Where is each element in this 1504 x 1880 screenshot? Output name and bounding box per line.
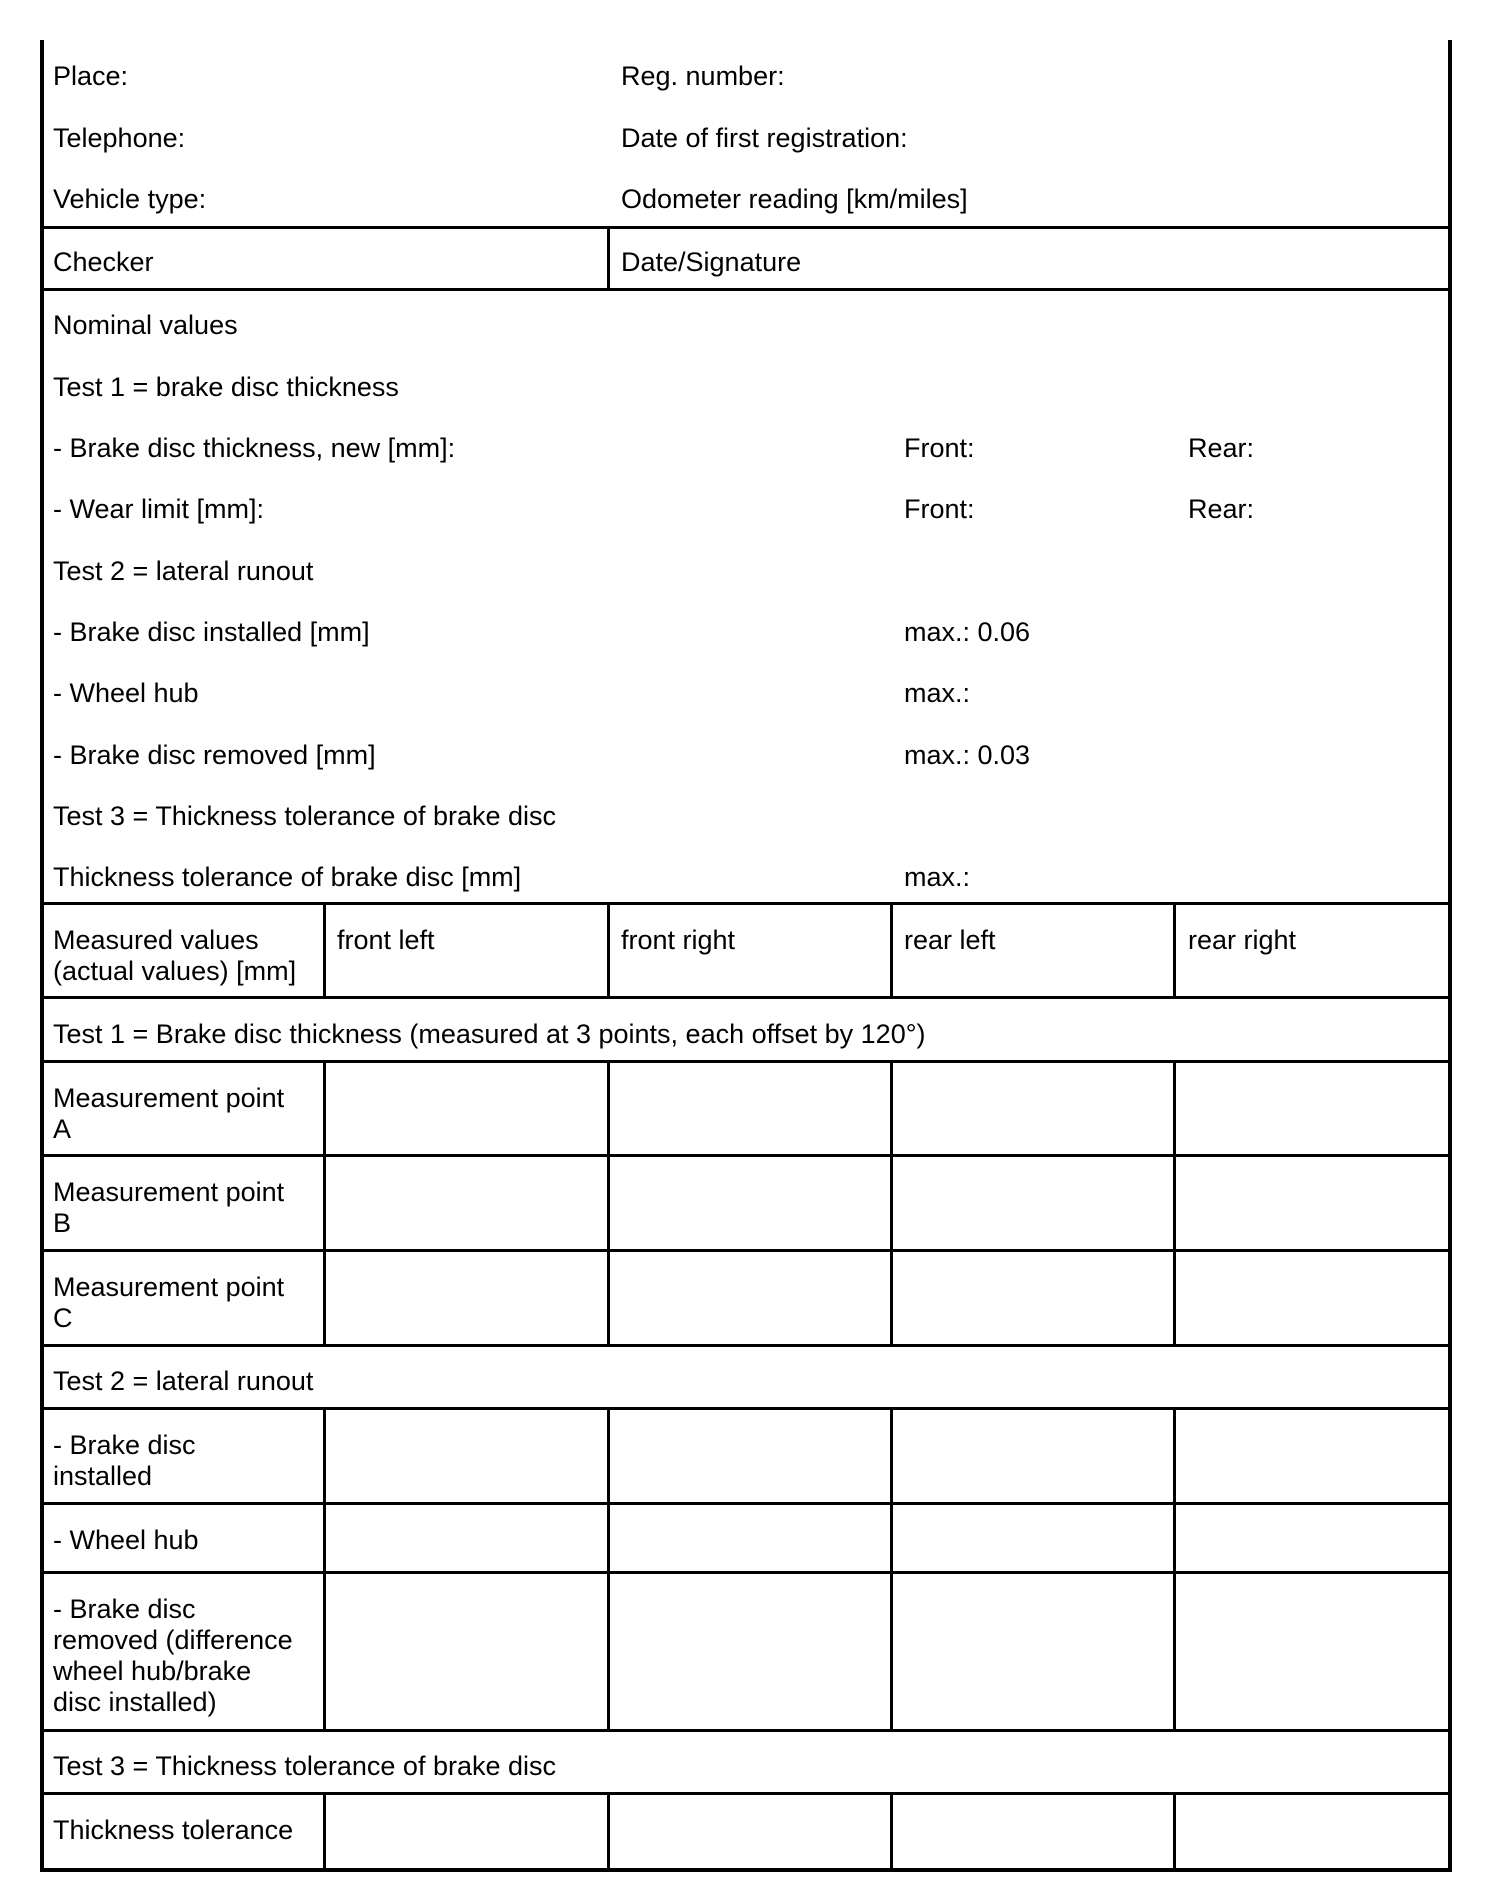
point-a-line2: A <box>53 1114 72 1144</box>
tolerance-label: Thickness tolerance of brake disc [mm] <box>53 862 522 892</box>
disc-installed-label: - Brake disc installed [mm] <box>53 617 370 647</box>
point-b-line2: B <box>53 1208 72 1238</box>
nominal-test3-heading: Test 3 = Thickness tolerance of brake disc <box>53 801 557 831</box>
rule-vehicle-info <box>40 226 1452 229</box>
measured-disc-installed-line1: - Brake disc <box>53 1430 196 1460</box>
disc-installed-max: max.: 0.06 <box>904 617 1031 647</box>
grid-col-2 <box>607 1792 610 1868</box>
rule-test3 <box>40 1792 1452 1795</box>
grid-col-1 <box>323 1060 326 1344</box>
measured-disc-removed-line2: removed (difference <box>53 1625 293 1655</box>
point-c-line2: C <box>53 1303 73 1333</box>
measured-disc-removed-line1: - Brake disc <box>53 1594 196 1624</box>
telephone-label: Telephone: <box>53 123 186 153</box>
column-rear-right: rear right <box>1188 925 1297 955</box>
rule-checker <box>40 288 1452 291</box>
grid-col-3 <box>890 1407 893 1729</box>
vehicle-type-label: Vehicle type: <box>53 184 207 214</box>
measured-test3-heading: Test 3 = Thickness tolerance of brake disc <box>53 1751 557 1781</box>
checker-label: Checker <box>53 247 154 277</box>
grid-col-1 <box>323 1792 326 1868</box>
grid-col-4 <box>1173 1792 1176 1868</box>
disc-removed-label: - Brake disc removed [mm] <box>53 740 376 770</box>
grid-col-4 <box>1173 1407 1176 1729</box>
nominal-test2-heading: Test 2 = lateral runout <box>53 556 314 586</box>
grid-col-3 <box>890 1060 893 1344</box>
rule-nominal <box>40 902 1452 905</box>
rule-disc-removed <box>40 1729 1452 1732</box>
measured-header-line2: (actual values) [mm] <box>53 956 297 986</box>
disc-removed-max: max.: 0.03 <box>904 740 1031 770</box>
wear-limit-front-label: Front: <box>904 494 975 524</box>
thickness-new-rear-label: Rear: <box>1188 433 1255 463</box>
point-c-line1: Measurement point <box>53 1272 285 1302</box>
thickness-new-front-label: Front: <box>904 433 975 463</box>
rule-point-b <box>40 1249 1452 1252</box>
rule-checker-split <box>607 226 610 288</box>
rule-test2 <box>40 1407 1452 1410</box>
place-label: Place: <box>53 61 129 91</box>
first-registration-label: Date of first registration: <box>621 123 908 153</box>
grid-col-1 <box>323 902 326 996</box>
rule-wheel-hub <box>40 1571 1452 1574</box>
wheel-hub-label: - Wheel hub <box>53 678 199 708</box>
rule-point-a <box>40 1154 1452 1157</box>
column-rear-left: rear left <box>904 925 996 955</box>
measured-disc-removed-line4: disc installed) <box>53 1687 217 1717</box>
measured-thickness-tolerance: Thickness tolerance <box>53 1815 294 1845</box>
grid-col-1 <box>323 1407 326 1729</box>
measured-test1-heading: Test 1 = Brake disc thickness (measured at 3 points, each offset by 120°) <box>53 1019 926 1049</box>
nominal-values-heading: Nominal values <box>53 310 238 340</box>
column-front-right: front right <box>621 925 736 955</box>
date-signature-label: Date/Signature <box>621 247 802 277</box>
reg-number-label: Reg. number: <box>621 61 785 91</box>
rule-test1 <box>40 1060 1452 1063</box>
nominal-test1-heading: Test 1 = brake disc thickness <box>53 372 399 402</box>
wear-limit-rear-label: Rear: <box>1188 494 1255 524</box>
odometer-label: Odometer reading [km/miles] <box>621 184 968 214</box>
measured-disc-removed-line3: wheel hub/brake <box>53 1656 252 1686</box>
rule-point-c <box>40 1344 1452 1347</box>
wheel-hub-max: max.: <box>904 678 971 708</box>
measured-test2-heading: Test 2 = lateral runout <box>53 1366 314 1396</box>
point-b-line1: Measurement point <box>53 1177 285 1207</box>
grid-col-4 <box>1173 902 1176 996</box>
point-a-line1: Measurement point <box>53 1083 285 1113</box>
grid-col-3 <box>890 902 893 996</box>
thickness-new-label: - Brake disc thickness, new [mm]: <box>53 433 456 463</box>
column-front-left: front left <box>337 925 435 955</box>
wear-limit-label: - Wear limit [mm]: <box>53 494 264 524</box>
grid-col-3 <box>890 1792 893 1868</box>
grid-col-2 <box>607 1407 610 1729</box>
grid-col-2 <box>607 1060 610 1344</box>
measured-header-line1: Measured values <box>53 925 259 955</box>
tolerance-max: max.: <box>904 862 971 892</box>
rule-disc-installed <box>40 1502 1452 1505</box>
measured-disc-installed-line2: installed <box>53 1461 153 1491</box>
grid-col-4 <box>1173 1060 1176 1344</box>
rule-measured-header <box>40 996 1452 999</box>
measured-wheel-hub: - Wheel hub <box>53 1525 199 1555</box>
grid-col-2 <box>607 902 610 996</box>
